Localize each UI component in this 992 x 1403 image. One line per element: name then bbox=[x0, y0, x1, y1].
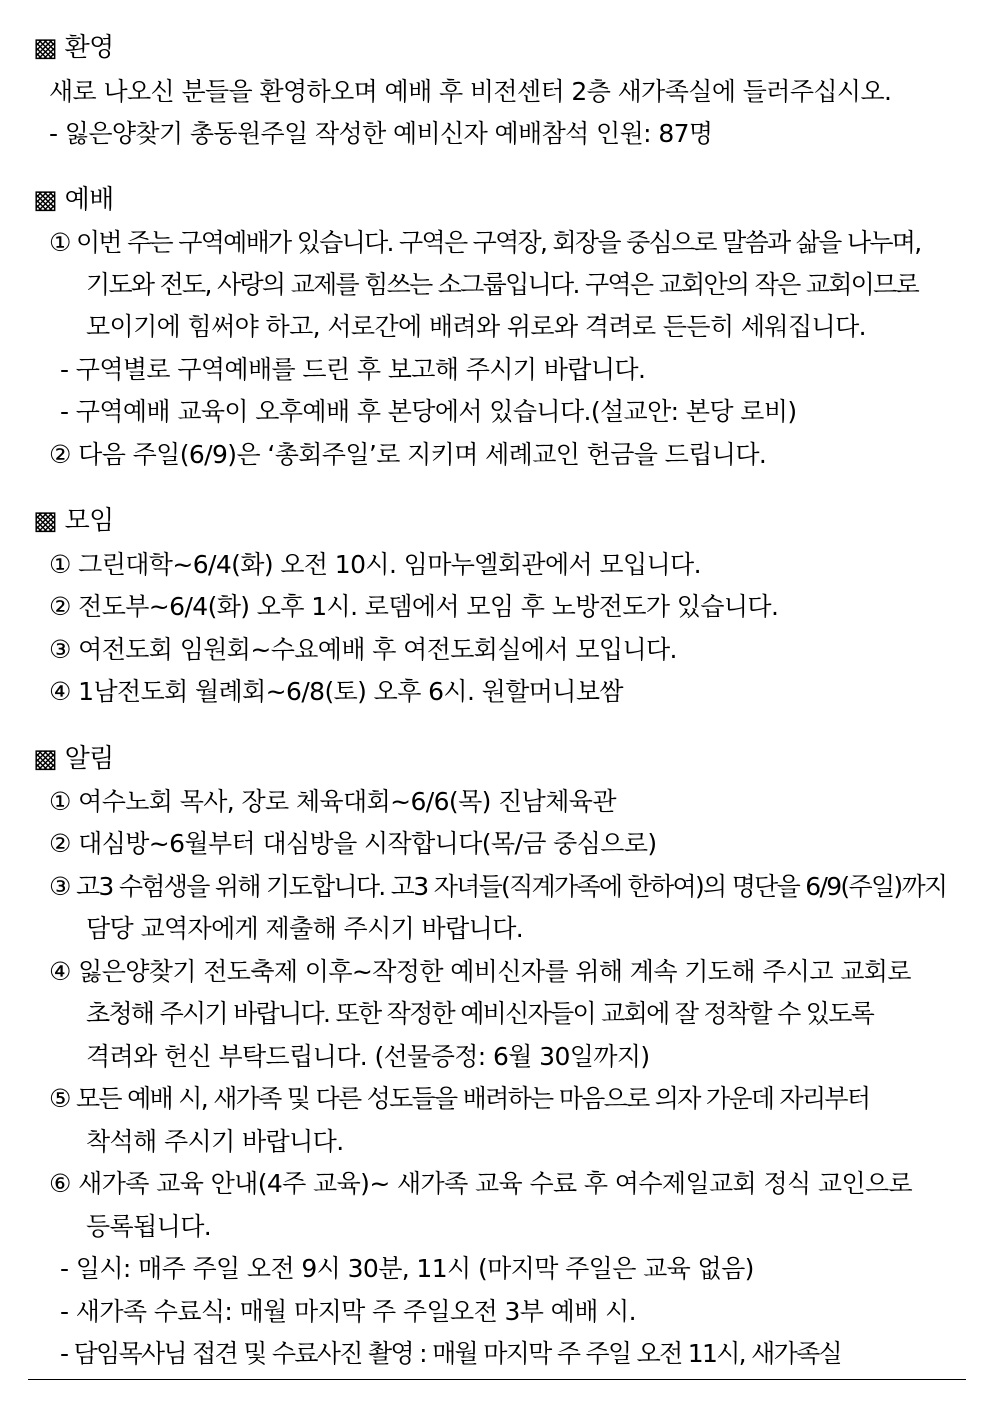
section-heading-worship: ▩ 예배 bbox=[33, 185, 114, 215]
section-heading-notice: ▩ 알림 bbox=[33, 744, 114, 774]
welcome-attendance: - 잃은양찾기 총동원주일 작성한 예비신자 예배참석 인원: 87명 bbox=[49, 119, 713, 148]
welcome-text: 새로 나오신 분들을 환영하오며 예배 후 비전센터 2층 새가족실에 들러주십시오. bbox=[49, 77, 892, 106]
meeting-item-3: ③ 여전도회 임원회~수요예배 후 여전도회실에서 모입니다. bbox=[49, 635, 677, 664]
meeting-item-1: ① 그린대학~6/4(화) 오전 10시. 임마누엘회관에서 모입니다. bbox=[49, 550, 701, 579]
worship-subitem: - 구역별로 구역예배를 드린 후 보고해 주시기 바랍니다. bbox=[60, 355, 646, 384]
notice-item-5: ⑤ 모든 예배 시, 새가족 및 다른 성도들을 배려하는 마음으로 의자 가운데 자리부터 bbox=[49, 1084, 870, 1113]
notice-item-1: ① 여수노회 목사, 장로 체육대회~6/6(목) 진남체육관 bbox=[49, 787, 616, 816]
section-heading-welcome: ▩ 환영 bbox=[33, 33, 114, 63]
worship-item-1-cont: 기도와 전도, 사랑의 교제를 힘쓰는 소그룹입니다. 구역은 교회안의 작은 교회이므로 bbox=[86, 270, 919, 299]
worship-item-2: ② 다음 주일(6/9)은 ‘총회주일’로 지키며 세례교인 헌금을 드립니다. bbox=[49, 440, 767, 469]
meeting-item-4: ④ 1남전도회 월례회~6/8(토) 오후 6시. 원할머니보쌈 bbox=[49, 677, 623, 706]
notice-item-4-cont: 초청해 주시기 바랍니다. 또한 작정한 예비신자들이 교회에 잘 정착할 수 있도록 bbox=[86, 999, 874, 1028]
notice-subitem: - 일시: 매주 주일 오전 9시 30분, 11시 (마지막 주일은 교육 없음) bbox=[60, 1254, 754, 1283]
worship-subitem: - 구역예배 교육이 오후예배 후 본당에서 있습니다.(설교안: 본당 로비) bbox=[60, 397, 797, 426]
worship-item-1: ① 이번 주는 구역예배가 있습니다. 구역은 구역장, 회장을 중심으로 말씀과 삶을 나누며, bbox=[49, 228, 921, 257]
worship-item-1-cont: 모이기에 힘써야 하고, 서로간에 배려와 위로와 격려로 든든히 세워집니다. bbox=[86, 312, 866, 341]
meeting-item-2: ② 전도부~6/4(화) 오후 1시. 로뎀에서 모임 후 노방전도가 있습니다. bbox=[49, 592, 779, 621]
notice-item-6-cont: 등록됩니다. bbox=[86, 1212, 212, 1241]
notice-item-2: ② 대심방~6월부터 대심방을 시작합니다(목/금 중심으로) bbox=[49, 829, 657, 858]
notice-item-5-cont: 착석해 주시기 바랍니다. bbox=[86, 1127, 344, 1156]
notice-subitem: - 담임목사님 접견 및 수료사진 촬영 : 매월 마지막 주 주일 오전 11시, 새가족실 bbox=[60, 1339, 841, 1368]
notice-item-3: ③ 고3 수험생을 위해 기도합니다. 고3 자녀들(직계가족에 한하여)의 명단을 6/9(주일)까지 bbox=[49, 872, 947, 901]
notice-subitem: - 새가족 수료식: 매월 마지막 주 주일오전 3부 예배 시. bbox=[60, 1297, 637, 1326]
notice-item-6: ⑥ 새가족 교육 안내(4주 교육)~ 새가족 교육 수료 후 여수제일교회 정식 교인으로 bbox=[49, 1169, 913, 1198]
notice-item-4: ④ 잃은양찾기 전도축제 이후~작정한 예비신자를 위해 계속 기도해 주시고 교회로 bbox=[49, 957, 911, 986]
notice-item-3-cont: 담당 교역자에게 제출해 주시기 바랍니다. bbox=[86, 914, 524, 943]
section-heading-meeting: ▩ 모임 bbox=[33, 506, 114, 536]
bottom-divider bbox=[28, 1379, 966, 1380]
notice-item-4-cont: 격려와 헌신 부탁드립니다. (선물증정: 6월 30일까지) bbox=[86, 1042, 650, 1071]
